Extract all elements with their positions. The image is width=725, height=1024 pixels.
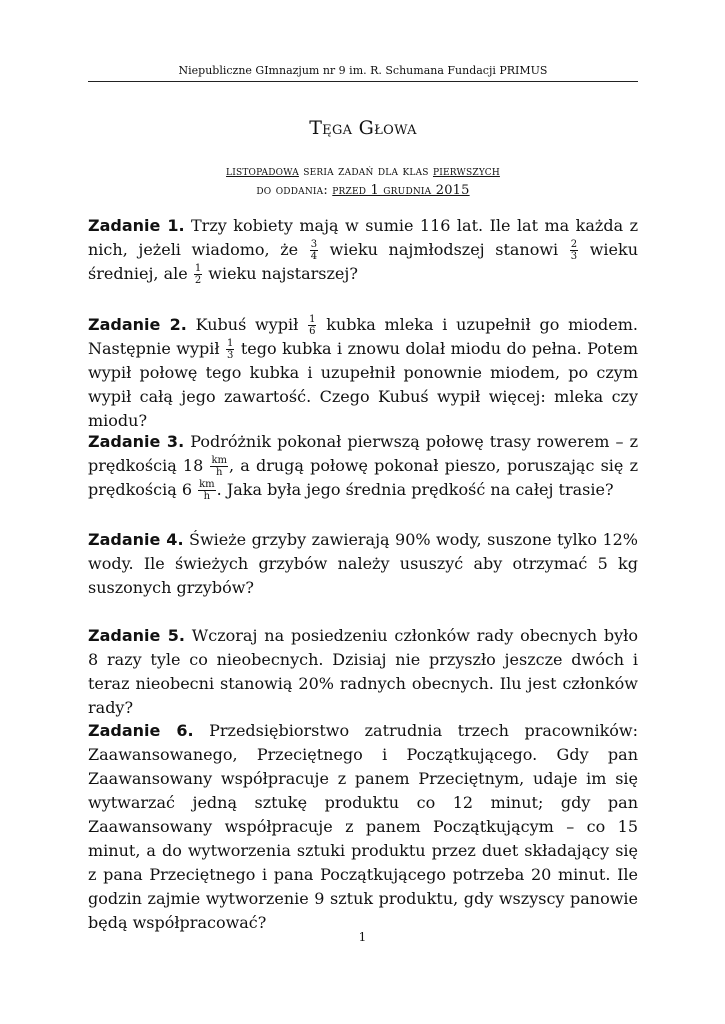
fraction-denominator: 2 [194,275,202,286]
page-title: Tęga Głowa [309,117,417,139]
task-2 [88,313,638,433]
task-label: Zadanie 5. [88,626,185,645]
subtitle-month: listopadowa [226,164,299,179]
fraction [226,338,234,361]
task-text: tego kubka i znowu dolał miodu do pełna. Potem wypił połowę tego kubka i uzupełnił ponownie miodem, po czym wypił całą jego zawartość. Czego Kubuś wypił więcej: mleka czy miodu? [88,339,639,430]
fraction [194,263,202,286]
task-text: kubka mleka i uzupełnił go miodem. Następnie wypił [88,315,639,358]
task-text: wieku najmłodszej stanowi [319,240,569,259]
fraction-numerator: 1 [309,314,316,325]
task-label: Zadanie 1. [88,216,185,235]
task-text: Trzy kobiety mają w sumie 116 lat. Ile lat ma każda z nich, jeżeli wiadomo, że [88,216,639,259]
fraction-numerator: km [199,479,215,490]
fraction-denominator: h [216,467,223,478]
task-text: wieku średniej, ale [88,240,638,283]
task-text: Świeże grzyby zawierają 90% wody, suszone tylko 12% wody. Ile świeżych grzybów należy ususzyć aby otrzymać 5 kg suszonych grzybów? [88,530,639,597]
task-text: . Jaka była jego średnia prędkość na całej trasie? [216,480,614,499]
fraction [210,455,228,478]
fraction-numerator: 3 [310,239,318,250]
fraction [310,239,318,262]
subtitle-middle: seria zadań dla klas [298,164,433,179]
subtitle-series [88,164,638,179]
task-text: Podróżnik pokonał pierwszą połowę trasy rowerem – z prędkością 18 [88,432,638,475]
fraction [198,479,216,502]
fraction-numerator: km [211,455,228,466]
fraction [308,314,316,337]
fraction-denominator: 3 [227,350,234,361]
task-text: Wczoraj na posiedzeniu członków rady obecnych było 8 razy tyle co nieobecnych. Dzisiaj nie przyszło jeszcze dwóch i teraz nieobecni stanowią 20% radnych obecnych. Ilu jest członków rady? [88,626,639,717]
task-label: Zadanie 6. [88,721,194,740]
subtitle-deadline [88,183,638,198]
task-6 [88,719,638,935]
deadline-label: do oddania: [256,183,333,198]
task-text: Przedsiębiorstwo zatrudnia trzech pracowników: Zaawansowanego, Przeciętnego i Początkującego. Gdy pan Zaawansowany współpracuje z panem Przeciętnym, udaje im się wytwarzać jedną sztukę produktu co 12 minut; gdy pan Zaawansowany współpracuje z panem Początkującym – co 15 minut, a do wytworzenia sztuki produktu przez duet składający się z pana Przeciętnego i pana Początkującego potrzeba 20 minut. Ile godzin zajmie wytworzenie 9 sztuk produktu, gdy wszyscy panowie będą współpracować? [88,721,638,932]
fraction-numerator: 1 [194,263,202,274]
task-3 [88,430,638,502]
page-number: 1 [358,930,367,944]
task-label: Zadanie 3. [88,432,185,451]
fraction [570,239,578,262]
fraction-denominator: 6 [309,326,316,337]
fraction-denominator: 4 [310,251,318,262]
fraction-denominator: h [203,491,211,502]
page-header: Niepubliczne GImnazjum nr 9 im. R. Schumana Fundacji PRIMUS [88,64,638,82]
task-text: , a drugą połowę pokonał pieszo, poruszając się z prędkością 6 [88,456,638,499]
task-4 [88,528,638,600]
fraction-denominator: 3 [570,251,578,262]
subtitle-class: pierwszych [432,164,500,179]
deadline-date: przed 1 grudnia 2015 [332,183,470,198]
fraction-numerator: 2 [570,239,578,250]
task-label: Zadanie 4. [88,530,184,549]
task-label: Zadanie 2. [88,315,187,334]
task-5 [88,624,638,720]
fraction-numerator: 1 [227,338,234,349]
task-text: wieku najstarszej? [203,264,358,283]
task-text: Kubuś wypił [186,315,308,334]
task-1 [88,214,638,286]
